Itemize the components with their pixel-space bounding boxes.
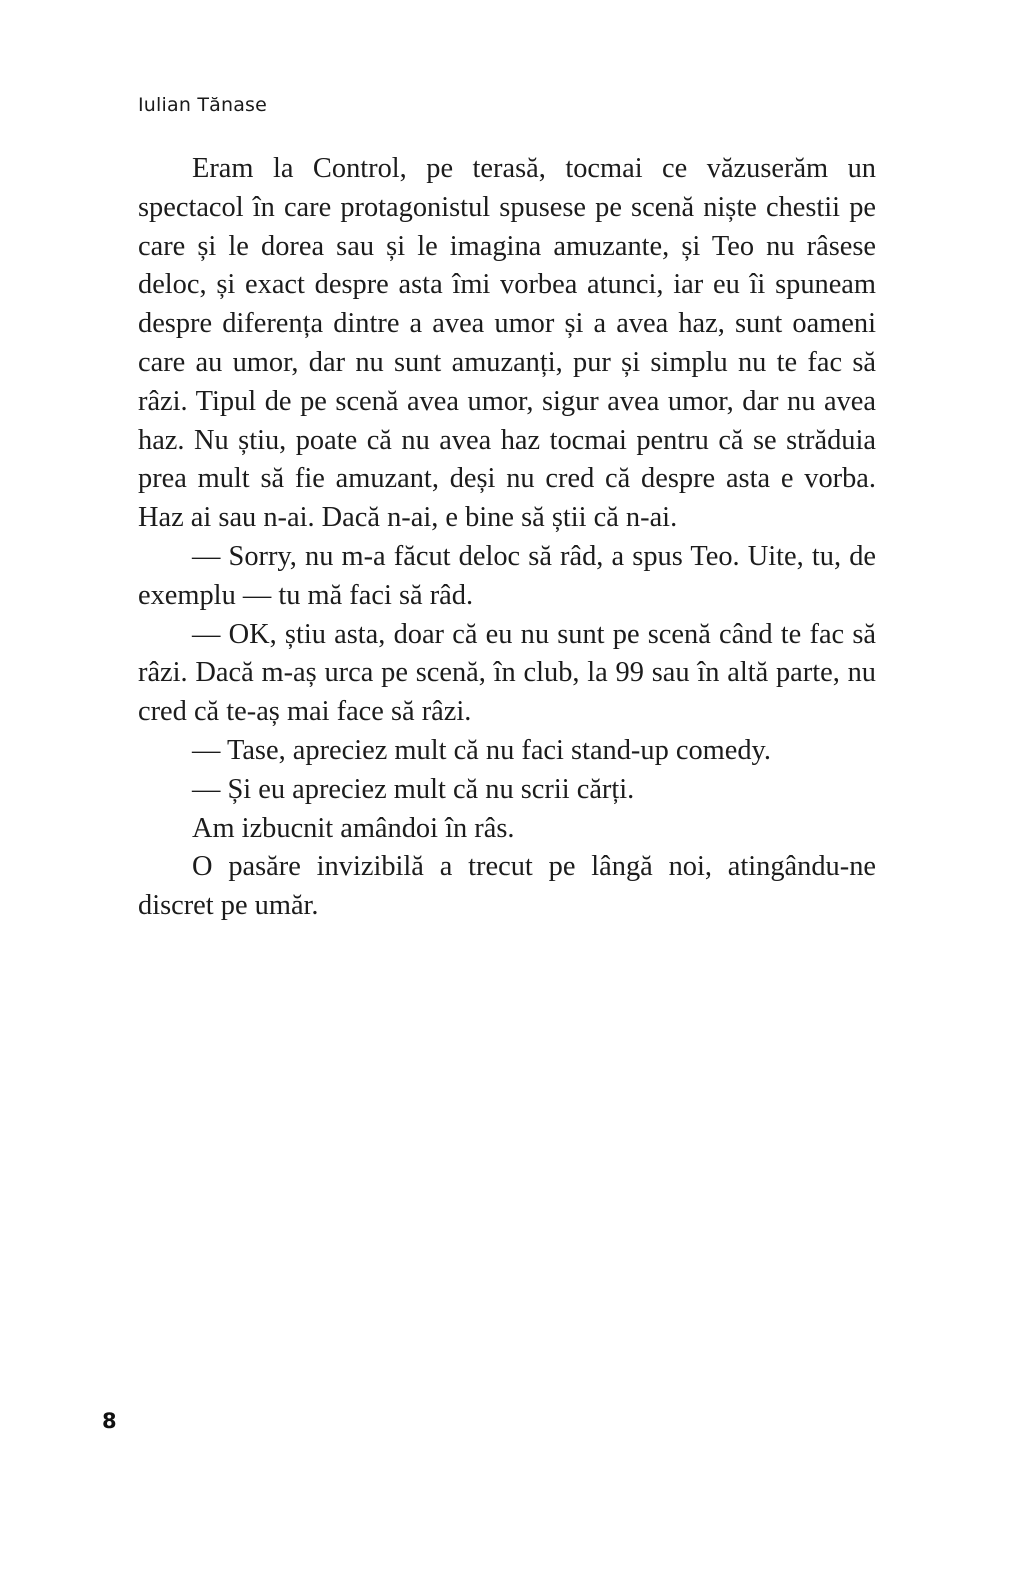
paragraph-1: Eram la Control, pe terasă, tocmai ce văzuserăm un spectacol în care protagonistul spusese pe scenă niște chestii pe care și le dorea sau și le imagina amuzante, și Teo nu râsese deloc, și exact despre asta îmi vorbea atunci, iar eu îi spuneam despre diferența dintre a avea umor și a avea haz, sunt oameni care au umor, dar nu sunt amuzanți, pur și simplu nu te fac să râzi. Tipul de pe scenă avea umor, sigur avea umor, dar nu avea haz. Nu știu, poate că nu avea haz tocmai pentru că se străduia prea mult să fie amuzant, deși nu cred că despre asta e vorba. Haz ai sau n-ai. Dacă n-ai, e bine să știi că n-ai. [138,153,876,534]
page-number: 8 [102,1409,117,1433]
running-header-author: Iulian Tănase [138,94,268,116]
paragraph-6: Am izbucnit amândoi în râs. [192,812,515,844]
paragraph-7: O pasăre invizibilă a trecut pe lângă noi, atingându-ne discret pe umăr. [138,851,876,922]
paragraph-5: — Și eu apreciez mult că nu scrii cărți. [192,773,635,805]
paragraph-2: — Sorry, nu m-a făcut deloc să râd, a spus Teo. Uite, tu, de exemplu — tu mă faci să râd. [138,540,876,611]
paragraph-4: — Tase, apreciez mult că nu faci stand-up comedy. [192,734,771,766]
paragraph-3: — OK, știu asta, doar că eu nu sunt pe scenă când te fac să râzi. Dacă m-aș urca pe scenă, în club, la 99 sau în altă parte, nu cred că te-aș mai face să râzi. [138,618,876,728]
body-text [138,150,876,926]
